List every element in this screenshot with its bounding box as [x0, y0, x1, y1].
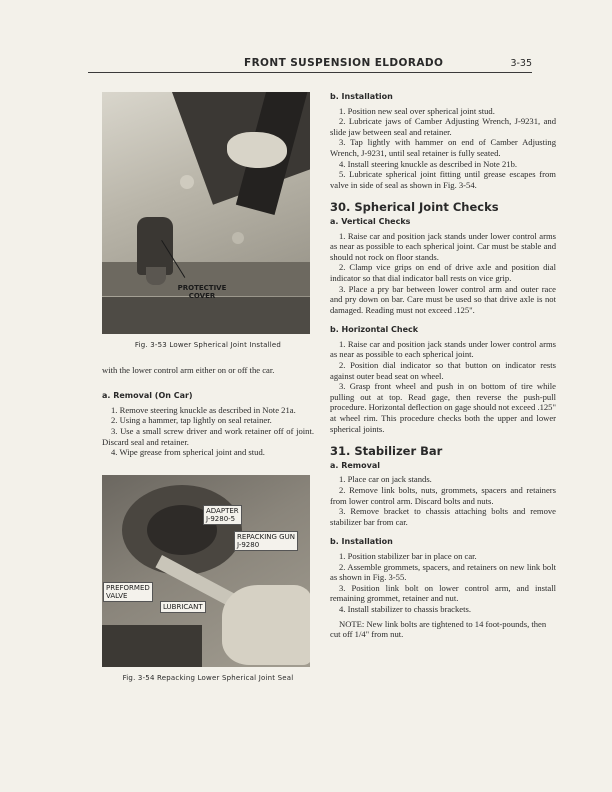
removal-step-4: 4. Wipe grease from spherical joint and stud. [111, 447, 265, 458]
vertical-checks-heading: a. Vertical Checks [330, 216, 411, 226]
stabilizer-installation-step-1: 1. Position stabilizer bar in place on car. [339, 550, 477, 561]
adapter-callout: ADAPTER J-9280-5 [203, 505, 242, 525]
page-header [88, 57, 532, 69]
page-number: 3-35 [510, 58, 532, 69]
removal-step-2: 2. Using a hammer, tap lightly on seal retainer. [111, 415, 272, 426]
running-title: FRONT SUSPENSION ELDORADO [244, 57, 444, 69]
lubricant-callout: LUBRICANT [160, 601, 206, 613]
stabilizer-removal-heading: a. Removal [330, 460, 380, 470]
horizontal-step-2: 2. Position dial indicator so that button on indicator rests against outer bead seat on wheel. [330, 360, 556, 381]
repacking-gun-callout: REPACKING GUN J-9280 [234, 531, 298, 551]
figure-3-53-caption: Fig. 3-53 Lower Spherical Joint Installed [134, 341, 282, 349]
installation-heading: b. Installation [330, 92, 393, 101]
stabilizer-removal-step-3: 3. Remove bracket to chassis attaching bolts and remove stabilizer bar from car. [330, 506, 556, 527]
figure-3-53-photo [102, 92, 310, 334]
stabilizer-installation-step-3: 3. Position link bolt on lower control arm, and install remaining grommet, retainer and nut. [330, 582, 556, 604]
stabilizer-installation-step-2: 2. Assemble grommets, spacers, and retainers on new link bolt as shown in Fig. 3-55. [330, 561, 556, 583]
installation-step-1: 1. Position new seal over spherical joint stud. [339, 105, 495, 116]
section-30-title: 30. Spherical Joint Checks [330, 200, 499, 215]
horizontal-check-heading: b. Horizontal Check [330, 325, 419, 335]
installation-step-4: 4. Install steering knuckle as described in Note 21b. [339, 158, 518, 169]
figure-3-54-caption: Fig. 3-54 Repacking Lower Spherical Joint Seal [122, 673, 294, 682]
horizontal-step-1: 1. Raise car and position jack stands under lower control arms as near as possible to each spherical joint. [330, 338, 556, 360]
stabilizer-removal-step-1: 1. Place car on jack stands. [339, 474, 432, 485]
installation-step-3: 3. Tap lightly with hammer on end of Camber Adjusting Wrench, J-9231, until seal retainer is fully seated. [330, 137, 556, 158]
stabilizer-installation-step-4: 4. Install stabilizer to chassis brackets. [339, 603, 471, 614]
removal-step-3: 3. Use a small screw driver and work retainer off of joint. Discard seal and retainer. [102, 425, 314, 447]
removal-step-1: 1. Remove steering knuckle as described in Note 21a. [111, 404, 296, 415]
stabilizer-removal-step-2: 2. Remove link bolts, nuts, grommets, spacers and retainers from lower control arm. Discard bolts and nuts. [330, 485, 556, 506]
section-31-title: 31. Stabilizer Bar [330, 444, 443, 459]
vertical-step-2: 2. Clamp vice grips on end of drive axle and position dial indicator so that dial indicator ball rests on vice grip. [330, 262, 556, 283]
vertical-step-1: 1. Raise car and position jack stands under lower control arms as near as possible to each spherical joint. Car must be stable and should not rock on floor stands. [330, 230, 556, 262]
removal-heading: a. Removal (On Car) [102, 391, 193, 401]
installation-step-2: 2. Lubricate jaws of Camber Adjusting Wrench, J-9231, and slide jaw between seal and retainer. [330, 116, 556, 137]
figure-3-54-photo [102, 475, 310, 667]
installation-step-5: 5. Lubricate spherical joint fitting until grease escapes from valve in side of seal as shown in Fig. 3-54. [330, 169, 556, 190]
left-column [102, 92, 314, 683]
header-rule [88, 72, 532, 73]
stabilizer-note: NOTE: New link bolts are tightened to 14 foot-pounds, then cut off 1/4" from nut. [330, 618, 547, 640]
protective-cover-callout: PROTECTIVE COVER [177, 284, 227, 300]
horizontal-step-3: 3. Grasp front wheel and push in on bottom of tire while pulling out at top. Read gage, then reverse the push-pull procedure. Horizontal deflection on gage should not exceed .125" at wheel rim. This procedure checks both the upper and lower spherical joints. [330, 381, 556, 434]
vertical-step-3: 3. Place a pry bar between lower control arm and outer race and pry down on bar. Care must be used so that drive axle is not damaged. Reading must not exceed .125". [330, 283, 556, 315]
right-column [330, 92, 556, 640]
continuation-text: with the lower control arm either on or off the car. [102, 364, 275, 375]
stabilizer-installation-heading: b. Installation [330, 537, 393, 547]
preformed-valve-callout: PREFORMED VALVE [103, 582, 153, 602]
